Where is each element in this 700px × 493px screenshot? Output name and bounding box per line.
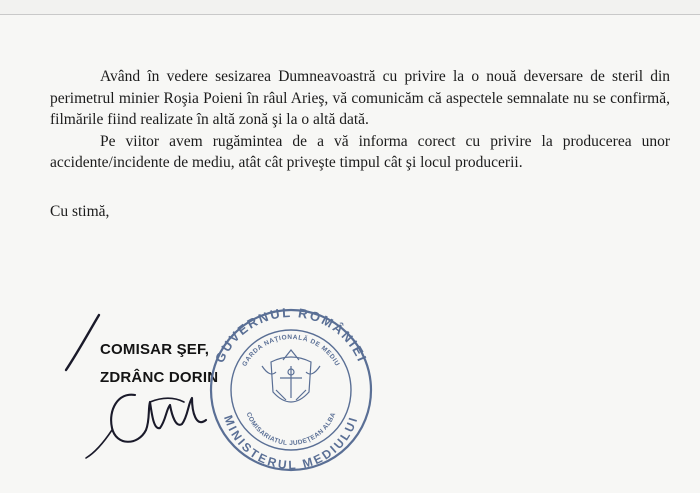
signatory-name: ZDRÂNC DORIN xyxy=(100,369,219,386)
paragraph-2: Pe viitor avem rugămintea de a vă informa corect cu privire la producerea unor accidente/incidente de mediu, atât cât priveşte timpul cât şi locul producerii. xyxy=(50,132,670,171)
signature-block xyxy=(100,336,218,392)
coat-of-arms-icon xyxy=(262,350,320,402)
stamp-inner-top-text: GARDA NAŢIONALĂ DE MEDIU xyxy=(241,333,341,368)
official-stamp xyxy=(211,305,371,472)
letter-body xyxy=(50,66,670,174)
stamp-bottom-text: MINISTERUL MEDIULUI xyxy=(221,413,361,473)
signatory-title: COMISAR ŞEF, xyxy=(100,341,210,358)
stamp-inner-bottom-text: COMISARIATUL JUDEŢEAN ALBA xyxy=(244,411,338,448)
paragraph-1: Având în vedere sesizarea Dumneavoastră cu privire la o nouă deversare de steril din perimetrul minier Roşia Poieni în râul Arieş, vă comunicăm că aspectele semnalate nu se confirmă, filmările fiind realizate în altă zonă şi la o altă dată. xyxy=(50,68,670,128)
stamp-inner-ring xyxy=(231,330,351,450)
closing-salutation: Cu stimă, xyxy=(50,203,110,220)
stamp-outer-ring xyxy=(211,310,371,473)
stamp-top-text: GUVERNUL ROMÂNIEI xyxy=(211,304,371,366)
page-top-edge xyxy=(0,0,700,15)
